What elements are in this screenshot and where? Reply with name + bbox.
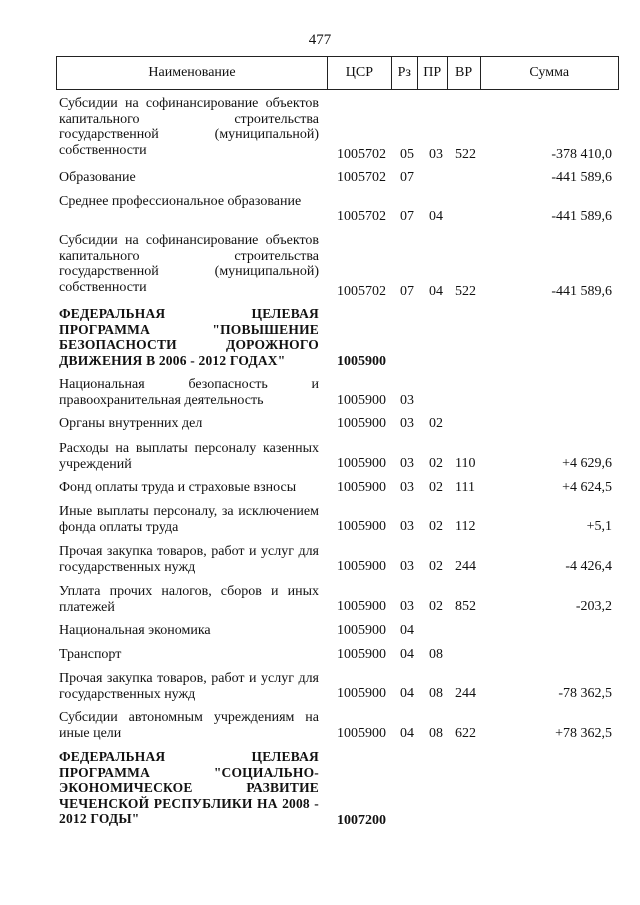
row-sum: -78 362,5 [558,686,612,701]
row-name: Уплата прочих налогов, сборов и иных платежей [59,584,319,615]
row-rz: 07 [400,209,414,224]
page-number: 477 [308,32,332,48]
row-name: Субсидии автономным учреждениям на иные цели [59,710,319,741]
row-vr: 522 [455,284,476,299]
table-row [0,623,640,641]
row-name: Субсидии на софинансирование объектов капитального строительства государственной (муниципальной) собственности [59,233,319,295]
row-vr: 622 [455,726,476,741]
row-csr: 1005900 [337,519,386,534]
row-vr: 852 [455,599,476,614]
table-row [0,194,640,226]
row-rz: 03 [400,519,414,534]
table-row [0,544,640,576]
row-name: Иные выплаты персоналу, за исключением фонда оплаты труда [59,504,319,535]
row-name: Прочая закупка товаров, работ и услуг для государственных нужд [59,671,319,702]
row-name: Фонд оплаты труда и страховые взносы [59,480,297,495]
row-csr: 1005900 [337,686,386,701]
row-csr: 1005900 [337,416,386,431]
table-row [0,584,640,616]
row-csr: 1005702 [337,147,386,162]
row-rz: 04 [400,686,414,701]
row-sum: -378 410,0 [551,147,612,162]
header-pr: ПР [418,57,448,89]
row-vr: 244 [455,686,476,701]
row-pr: 02 [429,599,443,614]
row-pr: 03 [429,147,443,162]
program-title: ФЕДЕРАЛЬНАЯ ЦЕЛЕВАЯ ПРОГРАММА "СОЦИАЛЬНО-ЭКОНОМИЧЕСКОЕ РАЗВИТИЕ ЧЕЧЕНСКОЙ РЕСПУБЛИКИ НА 2008 - 2012 ГОДЫ" [59,749,319,826]
row-pr: 04 [429,284,443,299]
row-csr: 1005900 [337,647,386,662]
row-rz: 03 [400,599,414,614]
row-csr: 1005900 [337,456,386,471]
row-sum: +78 362,5 [555,726,612,741]
row-pr: 08 [429,647,443,662]
row-rz: 03 [400,480,414,495]
table-row [0,749,640,829]
row-rz: 07 [400,170,414,185]
row-vr: 111 [455,480,475,495]
table-row [0,671,640,703]
row-sum: -441 589,6 [551,170,612,185]
table-row [0,96,640,162]
row-csr: 1005702 [337,284,386,299]
row-pr: 02 [429,559,443,574]
program-title: ФЕДЕРАЛЬНАЯ ЦЕЛЕВАЯ ПРОГРАММА "ПОВЫШЕНИЕ БЕЗОПАСНОСТИ ДОРОЖНОГО ДВИЖЕНИЯ В 2006 - 2012 ГОДАХ" [59,306,319,368]
row-pr: 02 [429,456,443,471]
row-name: Субсидии на софинансирование объектов капитального строительства государственной (муниципальной) собственности [59,96,319,158]
row-csr: 1005702 [337,170,386,185]
row-csr: 1005900 [337,599,386,614]
row-vr: 112 [455,519,476,534]
table-row [0,170,640,188]
table-row [0,377,640,409]
row-pr: 08 [429,726,443,741]
row-sum: +4 629,6 [562,456,612,471]
table-row [0,647,640,665]
row-name: Прочая закупка товаров, работ и услуг для государственных нужд [59,544,319,575]
row-name: Национальная безопасность и правоохранительная деятельность [59,377,319,408]
row-csr: 1007200 [337,813,386,828]
header-sum: Сумма [529,65,570,80]
row-rz: 04 [400,726,414,741]
row-vr: 110 [455,456,476,471]
table-row [0,306,640,370]
row-pr: 08 [429,686,443,701]
table-row [0,480,640,498]
row-name: Среднее профессиональное образование [59,194,302,209]
table-row [0,710,640,742]
row-rz: 07 [400,284,414,299]
row-rz: 03 [400,456,414,471]
header-name: Наименование [57,57,328,89]
row-vr: 244 [455,559,476,574]
row-csr: 1005900 [337,726,386,741]
row-csr: 1005900 [337,480,386,495]
row-name: Национальная экономика [59,623,211,638]
table-row [0,441,640,473]
row-rz: 05 [400,147,414,162]
row-pr: 02 [429,480,443,495]
row-name: Образование [59,170,136,185]
header-vr: ВР [448,57,481,89]
row-csr: 1005900 [337,559,386,574]
row-name: Органы внутренних дел [59,416,203,431]
row-rz: 04 [400,623,414,638]
header-csr: ЦСР [328,57,392,89]
row-pr: 02 [429,519,443,534]
table-row [0,233,640,299]
row-pr: 04 [429,209,443,224]
table-row [0,504,640,536]
row-sum: -4 426,4 [565,559,612,574]
row-sum: +4 624,5 [562,480,612,495]
row-csr: 1005900 [337,393,386,408]
row-rz: 04 [400,647,414,662]
row-rz: 03 [400,393,414,408]
header-rz: Рз [392,57,418,89]
row-name: Транспорт [59,647,122,662]
row-rz: 03 [400,559,414,574]
row-name: Расходы на выплаты персоналу казенных учреждений [59,441,319,472]
row-sum: -203,2 [575,599,612,614]
row-sum: -441 589,6 [551,284,612,299]
row-csr: 1005900 [337,354,386,369]
row-sum: +5,1 [586,519,612,534]
row-csr: 1005702 [337,209,386,224]
table-header [56,56,619,90]
row-vr: 522 [455,147,476,162]
row-rz: 03 [400,416,414,431]
row-csr: 1005900 [337,623,386,638]
row-sum: -441 589,6 [551,209,612,224]
table-row [0,416,640,434]
row-pr: 02 [429,416,443,431]
